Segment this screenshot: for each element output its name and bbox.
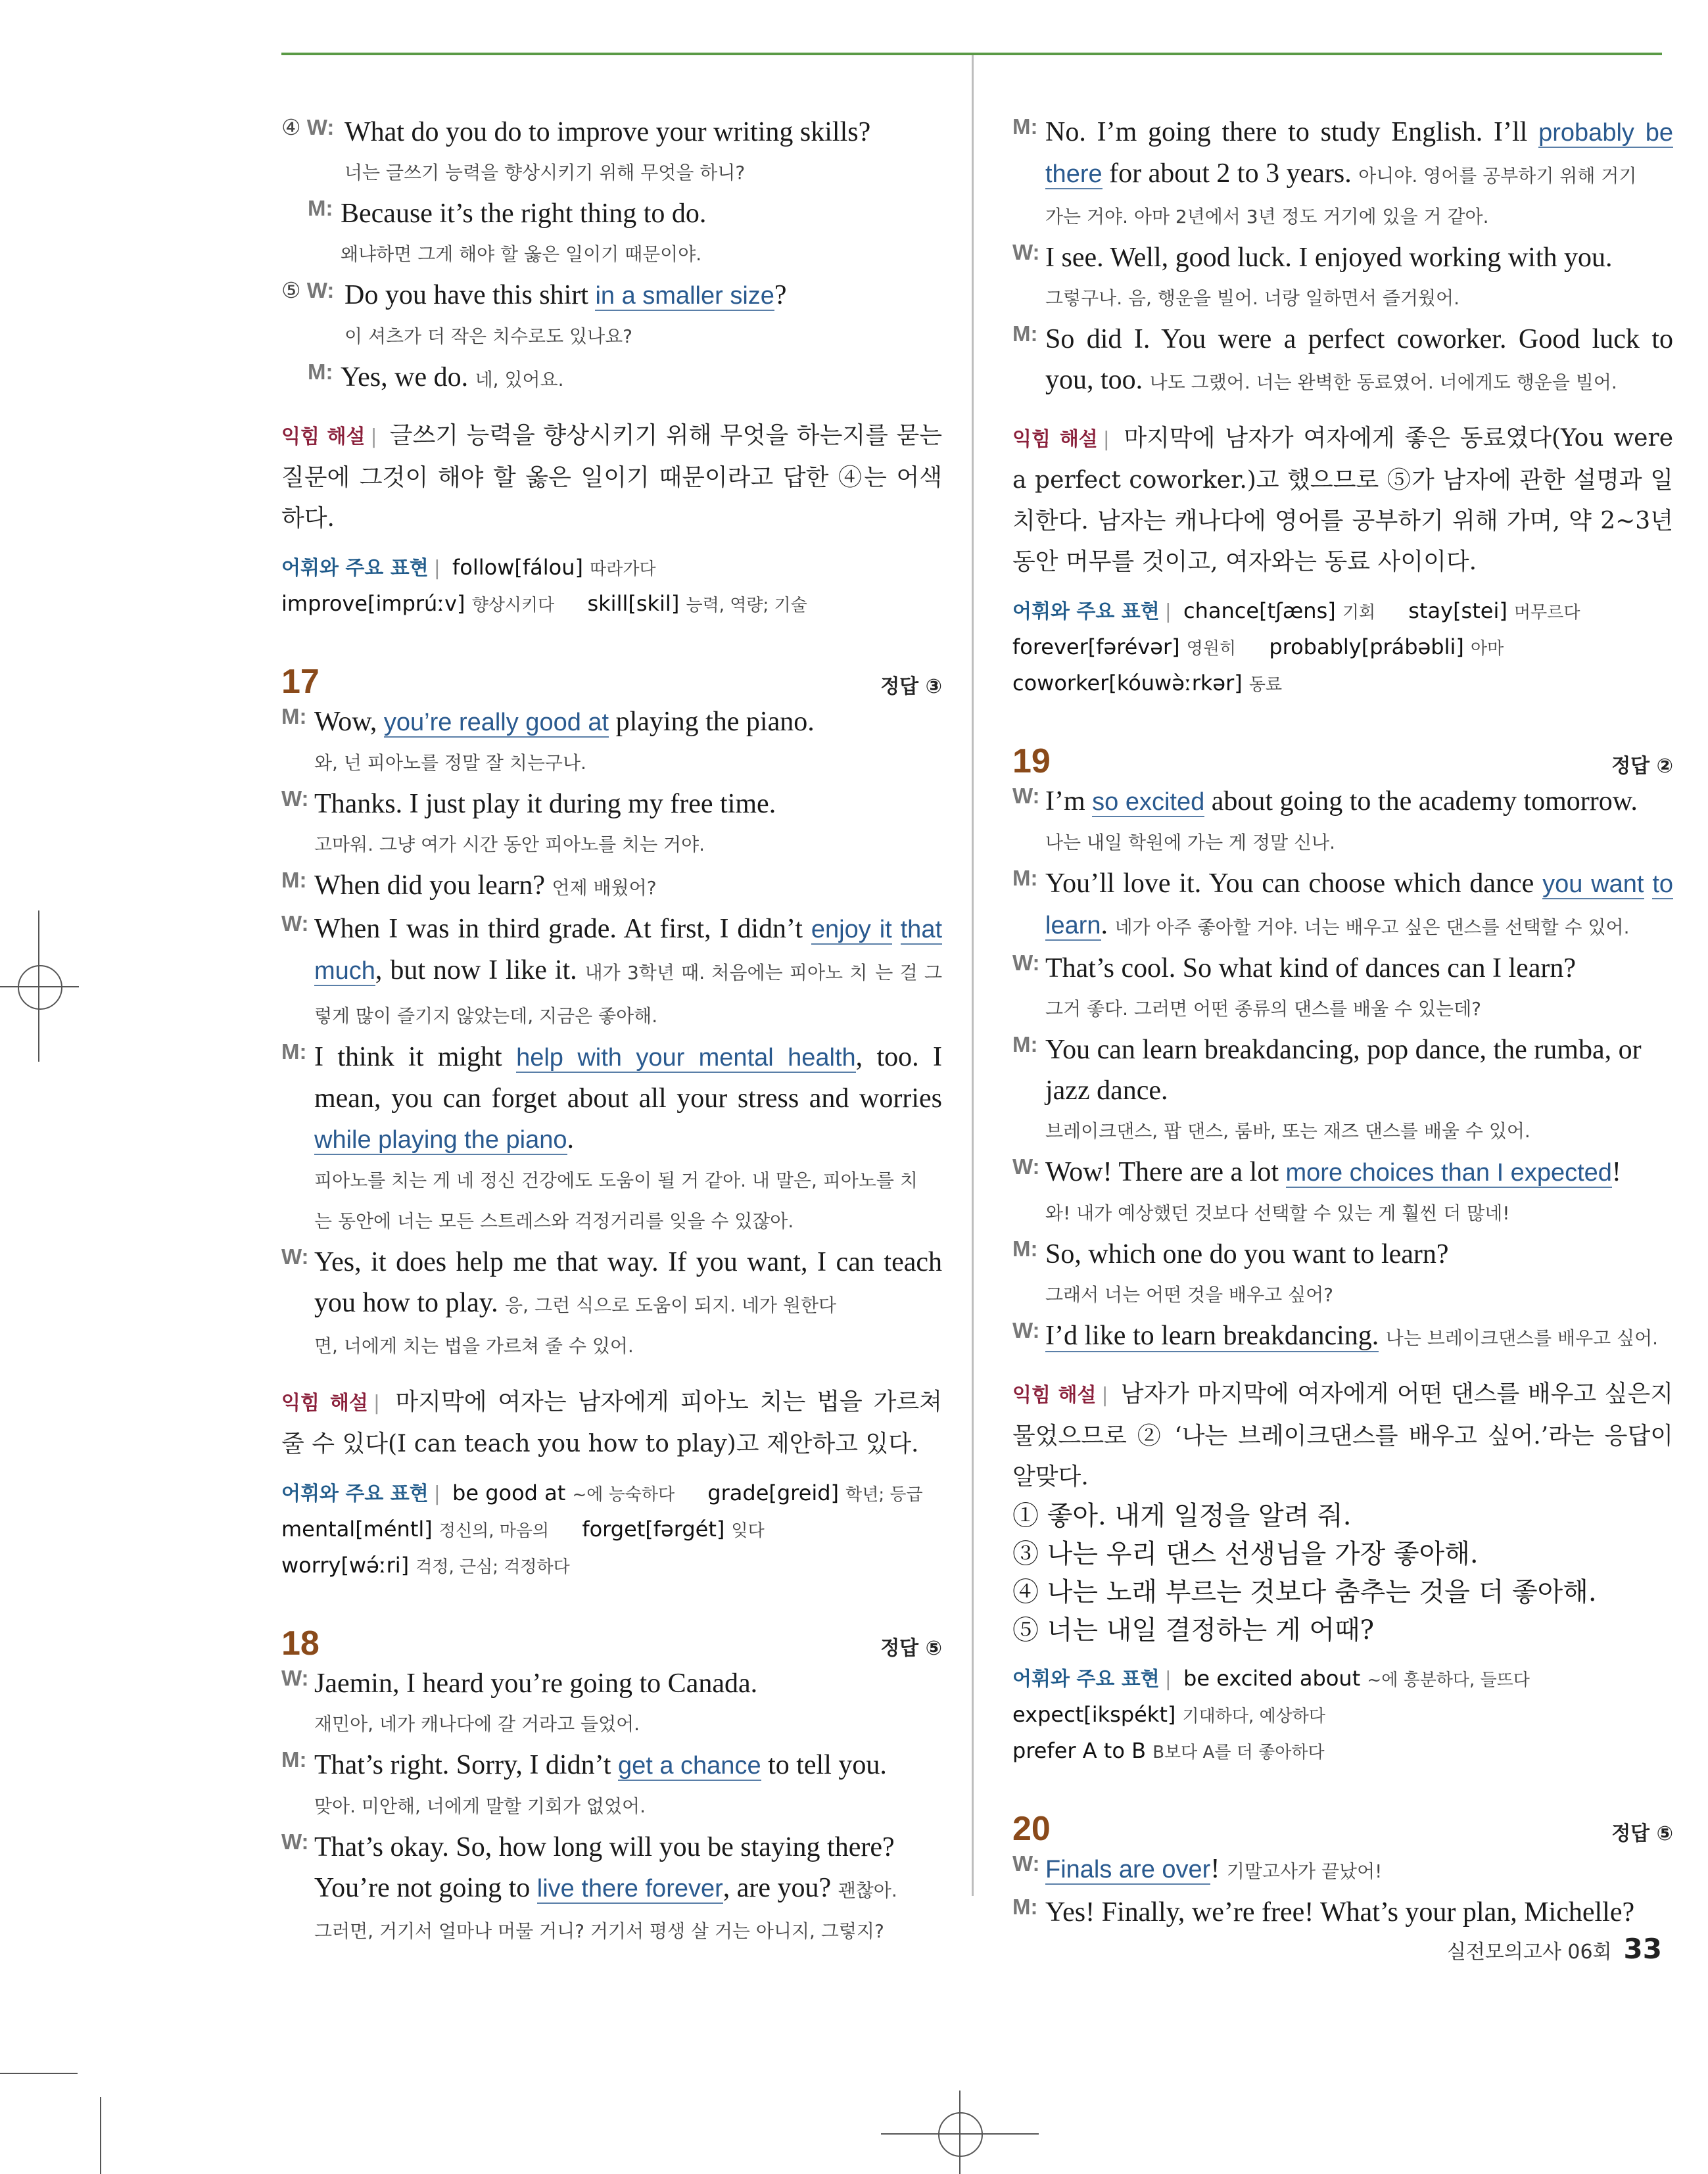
korean-translation: 왜냐하면 그게 해야 할 옳은 일이기 때문이야. xyxy=(341,243,702,265)
left-column xyxy=(281,112,942,1952)
question-number: 19 xyxy=(1012,742,1051,780)
text: I’m xyxy=(1045,786,1093,816)
speaker-label: W: xyxy=(1012,1154,1040,1179)
question-number: 20 xyxy=(1012,1810,1051,1848)
q17-line-2 xyxy=(281,784,942,865)
answer-label: 정답 ③ xyxy=(880,675,942,698)
speaker-label: W: xyxy=(1012,1851,1040,1876)
vocab-label: 어휘와 주요 표현 xyxy=(1012,1668,1160,1691)
korean-translation: 아니야. 영어를 공부하기 위해 거기 xyxy=(1358,165,1637,187)
blank-answer: live there forever xyxy=(536,1875,723,1902)
vocab-def: 능력, 역량; 기술 xyxy=(686,596,807,615)
korean-translation: 너는 글쓰기 능력을 향상시키기 위해 무엇을 하니? xyxy=(344,162,746,183)
speaker-label: M: xyxy=(1012,1895,1038,1919)
text: , but now I like it. xyxy=(375,955,577,985)
q18-line-4 xyxy=(1012,112,1673,237)
korean-translation: 그러면, 거기서 얼마나 머물 거니? 거기서 평생 살 거는 아니지, 그렇지? xyxy=(314,1920,884,1942)
text: about going to the academy tomorrow. xyxy=(1204,786,1638,816)
english-line: Yes, it does help me that way. If you want, I can teach you how to play. xyxy=(314,1247,942,1318)
english-line: Because it’s the right thing to do. xyxy=(341,199,707,229)
explanation-text: 마지막에 남자가 여자에게 좋은 동료였다(You were a perfect coworker.)고 했으므로 ⑤가 남자에 관한 설명과 일치한다. 남자는 캐나다에 영어를 공부하기 위해 가며, 약 2~3년 동안 머무를 것이고, 여자와는 동료 사이이다. xyxy=(1012,425,1673,575)
q20-line-2 xyxy=(1012,1892,1673,1933)
text: When I was in third grade. At first, I didn’t xyxy=(314,914,811,944)
text: , are you? xyxy=(723,1873,832,1903)
english-line: That’s cool. So what kind of dances can I learn? xyxy=(1045,953,1577,983)
crop-mark-line xyxy=(100,2097,101,2174)
q17-line-4 xyxy=(281,909,942,1037)
korean-translation: 기말고사가 끝났어! xyxy=(1226,1860,1383,1882)
english-line: Thanks. I just play it during my free time. xyxy=(314,789,776,819)
speaker-label: M: xyxy=(1012,1237,1038,1261)
blank-answer: you want xyxy=(1542,870,1644,898)
choice-number: ④ xyxy=(281,114,301,140)
korean-translation: 피아노를 치는 게 네 정신 건강에도 도움이 될 거 같아. 내 말은, 피아노를 치 xyxy=(314,1170,918,1191)
q19-explanation: 익힘 해설 | 남자가 마지막에 여자에게 어떤 댄스를 배우고 싶은지 물었으므로 ② ‘나는 브레이크댄스를 배우고 싶어.’라는 응답이 알맞다. xyxy=(1012,1381,1674,1490)
blank-answer: get a chance xyxy=(617,1752,761,1780)
explanation-label: 익힘 해설 xyxy=(281,1392,368,1415)
blank-answer: probably be xyxy=(1538,119,1673,147)
vocab-def: ~에 능숙하다 xyxy=(572,1485,675,1505)
text: to tell you. xyxy=(761,1750,887,1780)
speaker-label: M: xyxy=(308,360,333,384)
q16-choice-5 xyxy=(281,275,942,357)
korean-translation: 이 셔츠가 더 작은 치수로도 있나요? xyxy=(344,325,633,347)
korean-translation: 고마워. 그냥 여가 시간 동안 피아노를 치는 거야. xyxy=(314,834,705,855)
q19-line-7 xyxy=(1012,1315,1673,1359)
q18-header xyxy=(281,1624,942,1663)
q17-line-1 xyxy=(281,701,942,784)
vocab-term: probably[prábəbli] xyxy=(1269,634,1464,659)
speaker-label: W: xyxy=(1012,951,1040,975)
blank-answer: to learn xyxy=(1045,870,1674,939)
right-column xyxy=(1012,112,1673,1933)
vocab-term: forget[fərgét] xyxy=(582,1517,725,1542)
vocab-term: chance[tʃæns] xyxy=(1183,598,1336,623)
explanation-text: 글쓰기 능력을 향상시키기 위해 무엇을 하는지를 묻는 질문에 그것이 해야 할 옳은 일이기 때문이라고 답한 ④는 어색하다. xyxy=(281,422,943,532)
q16-reply-5 xyxy=(308,357,942,400)
blank-answer: while playing the piano xyxy=(314,1126,567,1154)
vocab-def: 학년; 등급 xyxy=(845,1485,923,1505)
korean-translation: 나는 브레이크댄스를 배우고 싶어. xyxy=(1385,1327,1659,1349)
vocab-term: be excited about xyxy=(1183,1666,1361,1691)
vocab-term: grade[greid] xyxy=(707,1480,839,1505)
vocab-def: 따라가다 xyxy=(590,559,656,579)
speaker-label: M: xyxy=(281,1747,307,1772)
vocab-term: improve[imprúːv] xyxy=(281,591,465,616)
korean-translation: 네가 아주 좋아할 거야. 너는 배우고 싶은 댄스를 선택할 수 있어. xyxy=(1114,916,1630,938)
vocab-def: 머무르다 xyxy=(1514,603,1580,623)
korean-translation: 나는 내일 학원에 가는 게 정말 신나. xyxy=(1045,832,1335,853)
vocab-def: 기회 xyxy=(1342,603,1376,623)
blank-answer: more choices than I expected xyxy=(1285,1159,1612,1187)
korean-translation: 네, 있어요. xyxy=(475,369,564,390)
vocab-term: prefer A to B xyxy=(1012,1738,1147,1763)
page-number: 33 xyxy=(1623,1933,1662,1965)
korean-translation: 괜찮아. xyxy=(838,1879,897,1901)
speaker-label: W: xyxy=(281,1244,309,1269)
footer-title: 실전모의고사 06회 xyxy=(1446,1941,1612,1964)
q19-line-3 xyxy=(1012,948,1673,1029)
korean-translation: 면, 너에게 치는 법을 가르쳐 줄 수 있어. xyxy=(314,1335,634,1357)
text: Wow, xyxy=(314,707,384,737)
choice-item: ⑤ 너는 내일 결정하는 게 어때? xyxy=(1012,1615,1375,1645)
q17-explanation: 익힘 해설 | 마지막에 여자는 남자에게 피아노 치는 법을 가르쳐 줄 수 있다(I can teach you how to play)고 제안하고 있다. xyxy=(281,1388,942,1457)
q18-line-2 xyxy=(281,1745,942,1827)
explanation-label: 익힘 해설 xyxy=(281,425,366,448)
q18-line-6 xyxy=(1012,319,1673,403)
answer-label: 정답 ② xyxy=(1611,755,1673,778)
vocab-term: follow[fálou] xyxy=(452,555,583,580)
q19-header xyxy=(1012,742,1673,781)
vocab-def: 걱정, 근심; 걱정하다 xyxy=(415,1557,570,1577)
speaker-label: M: xyxy=(1012,321,1038,346)
speaker-label: W: xyxy=(281,1830,309,1854)
q19-line-4 xyxy=(1012,1029,1673,1152)
korean-translation: 그거 좋다. 그러면 어떤 종류의 댄스를 배울 수 있는데? xyxy=(1045,998,1481,1020)
text: That’s okay. So, how long will you be staying there? You’re not going to xyxy=(314,1832,895,1903)
explanation-text: 마지막에 여자는 남자에게 피아노 치는 법을 가르쳐 줄 수 있다(I can teach you how to play)고 제안하고 있다. xyxy=(281,1388,942,1457)
vocab-def: B보다 A를 더 좋아하다 xyxy=(1152,1743,1325,1762)
speaker-label: W: xyxy=(1012,240,1040,264)
korean-translation: 브레이크댄스, 팝 댄스, 룸바, 또는 재즈 댄스를 배울 수 있어. xyxy=(1045,1120,1530,1142)
korean-translation: 가는 거야. 아마 2년에서 3년 정도 거기에 있을 거 같아. xyxy=(1045,206,1489,227)
text: . xyxy=(567,1124,574,1154)
speaker-label: M: xyxy=(1012,1032,1038,1056)
question-number: 18 xyxy=(281,1624,320,1663)
text: . xyxy=(1101,910,1108,940)
speaker-label: M: xyxy=(308,196,333,220)
explanation-label: 익힘 해설 xyxy=(1012,428,1098,451)
speaker-label: W: xyxy=(281,911,309,935)
speaker-label: M: xyxy=(1012,114,1038,139)
vocab-def: 기대하다, 예상하다 xyxy=(1182,1707,1325,1726)
speaker-label: W: xyxy=(306,115,335,139)
choice-item: ④ 나는 노래 부르는 것보다 춤추는 것을 더 좋아해. xyxy=(1012,1577,1597,1607)
page-footer xyxy=(1447,1933,1662,1965)
text: ! xyxy=(1210,1854,1220,1884)
q17-header xyxy=(281,662,942,701)
blank-answer: you’re really good at xyxy=(383,709,609,736)
q19-line-5 xyxy=(1012,1152,1673,1234)
speaker-label: M: xyxy=(281,1039,307,1064)
registration-mark-icon xyxy=(938,2112,983,2157)
vocab-def: 잊다 xyxy=(731,1521,765,1541)
blank-answer: there xyxy=(1045,160,1103,188)
q16-vocab: 어휘와 주요 표현 | follow[fálou] 따라가다 improve[imprúːv] 향상시키다 skill[skil] 능력, 역량; 기술 xyxy=(281,555,807,616)
registration-mark-icon xyxy=(18,965,62,1010)
q19-vocab: 어휘와 주요 표현 | be excited about ~에 흥분하다, 들뜨다 expect[ikspékt] 기대하다, 예상하다 prefer A to B B보다 A를 더 좋아하다 xyxy=(1012,1666,1530,1763)
korean-translation: 내가 3학년 때. 처음에는 피아노 치 xyxy=(584,962,868,983)
korean-translation: 와, 넌 피아노를 정말 잘 치는구나. xyxy=(314,752,586,774)
english-line: Jaemin, I heard you’re going to Canada. xyxy=(314,1668,758,1699)
q18-line-3 xyxy=(281,1827,942,1952)
korean-translation: 나도 그랬어. 너는 완벽한 동료였어. 너에게도 행운을 빌어. xyxy=(1149,371,1617,393)
q17-vocab: 어휘와 주요 표현 | be good at ~에 능숙하다 grade[greid] 학년; 등급 mental[méntl] 정신의, 마음의 forget[fərgét] 잊다 worry[wə́ːri] 걱정, 근심; 걱정하다 xyxy=(281,1480,923,1578)
vocab-label: 어휘와 주요 표현 xyxy=(281,1482,429,1505)
speaker-label: W: xyxy=(281,786,309,811)
q17-line-3 xyxy=(281,865,942,909)
english-line xyxy=(344,275,942,316)
text: That’s right. Sorry, I didn’t xyxy=(314,1750,618,1780)
q19-line-2 xyxy=(1012,863,1673,948)
english-line: So, which one do you want to learn? xyxy=(1045,1239,1449,1269)
vocab-def: 향상시키다 xyxy=(471,596,555,615)
q16-reply-4 xyxy=(308,193,942,275)
vocab-def: 정신의, 마음의 xyxy=(439,1521,550,1541)
text: , too. I mean, you can forget about all your stress and worries xyxy=(314,1042,943,1114)
english-line: Yes, we do. xyxy=(341,362,469,392)
korean-translation: 와! 내가 예상했던 것보다 선택할 수 있는 게 훨씬 더 많네! xyxy=(1045,1202,1510,1224)
korean-translation: 응, 그런 식으로 도움이 되지. 네가 원한다 xyxy=(505,1294,837,1316)
text: for about 2 to 3 years. xyxy=(1102,158,1352,189)
blank-answer: that much xyxy=(314,916,943,985)
choice-item: ① 좋아. 내게 일정을 알려 줘. xyxy=(1012,1501,1352,1531)
q19-line-1 xyxy=(1012,781,1673,863)
q20-header xyxy=(1012,1809,1673,1849)
speaker-label: M: xyxy=(281,868,307,892)
q16-explanation: 익힘 해설 | 글쓰기 능력을 향상시키기 위해 무엇을 하는지를 묻는 질문에 그것이 해야 할 옳은 일이기 때문이라고 답한 ④는 어색하다. xyxy=(281,422,943,532)
text: I think it might xyxy=(314,1042,517,1072)
korean-translation: 언제 배웠어? xyxy=(552,877,657,899)
speaker-label: W: xyxy=(306,278,335,302)
vocab-label: 어휘와 주요 표현 xyxy=(1012,600,1160,623)
english-line: When did you learn? xyxy=(314,870,546,901)
explanation-text: 남자가 마지막에 여자에게 어떤 댄스를 배우고 싶은지 물었으므로 ② ‘나는 브레이크댄스를 배우고 싶어.’라는 응답이 알맞다. xyxy=(1012,1381,1674,1490)
korean-translation: 는 동안에 너는 모든 스트레스와 걱정거리를 잊을 수 있잖아. xyxy=(314,1210,794,1232)
vocab-def: 동료 xyxy=(1248,675,1283,695)
english-line: I see. Well, good luck. I enjoyed working with you. xyxy=(1045,243,1613,273)
q19-line-6 xyxy=(1012,1234,1673,1315)
choice-number: ⑤ xyxy=(281,277,301,303)
question-number: 17 xyxy=(281,663,320,701)
q18-vocab: 어휘와 주요 표현 | chance[tʃæns] 기회 stay[stei] 머무르다 forever[fərévər] 영원히 probably[prábəbli] 아마 coworker[kóuwə̀ːrkər] 동료 xyxy=(1012,598,1580,696)
q18-line-5 xyxy=(1012,237,1673,319)
korean-translation: 맞아. 미안해, 너에게 말할 기회가 없었어. xyxy=(314,1795,646,1817)
q17-line-5 xyxy=(281,1037,942,1242)
korean-translation: 그래서 너는 어떤 것을 배우고 싶어? xyxy=(1045,1284,1334,1306)
english-line: What do you do to improve your writing skills? xyxy=(344,117,871,147)
vocab-term: forever[fərévər] xyxy=(1012,634,1180,659)
english-line: So did I. You were a perfect coworker. Good luck to you, too. xyxy=(1045,324,1673,395)
vocab-term: be good at xyxy=(452,1480,566,1505)
vocab-term: worry[wə́ːri] xyxy=(281,1553,410,1578)
vocab-def: 영원히 xyxy=(1186,639,1237,659)
text: Wow! There are a lot xyxy=(1045,1157,1286,1187)
vocab-term: stay[stei] xyxy=(1408,598,1507,623)
crop-mark-line xyxy=(0,2073,78,2074)
text: ! xyxy=(1611,1157,1621,1187)
answer-label: 정답 ⑤ xyxy=(1611,1822,1673,1845)
speaker-label: W: xyxy=(1012,1318,1040,1342)
blank-answer: Finals are over xyxy=(1045,1856,1211,1883)
vocab-term: coworker[kóuwə̀ːrkər] xyxy=(1012,671,1243,696)
english-line: You can learn breakdancing, pop dance, the rumba, or jazz dance. xyxy=(1045,1035,1642,1106)
vocab-term: expect[ikspékt] xyxy=(1012,1702,1176,1727)
vocab-def: ~에 흥분하다, 들뜨다 xyxy=(1367,1670,1530,1690)
text: You’ll love it. You can choose which dance xyxy=(1045,868,1543,899)
text: ? xyxy=(774,280,787,310)
q19-choices xyxy=(1012,1497,1673,1649)
blank-answer: enjoy it xyxy=(811,916,892,943)
speaker-label: M: xyxy=(281,704,307,728)
vocab-term: skill[skil] xyxy=(587,591,680,616)
speaker-label: W: xyxy=(281,1666,309,1690)
column-divider xyxy=(972,55,974,1896)
answer-sentence: I’d like to learn breakdancing. xyxy=(1045,1321,1379,1351)
vocab-def: 아마 xyxy=(1471,639,1504,659)
text: Do you have this shirt xyxy=(344,280,596,310)
vocab-label: 어휘와 주요 표현 xyxy=(281,557,429,580)
q16-choice-4 xyxy=(281,112,942,193)
explanation-label: 익힘 해설 xyxy=(1012,1384,1097,1407)
blank-answer: in a smaller size xyxy=(595,282,774,310)
blank-answer: help with your mental health xyxy=(516,1044,856,1072)
choice-item: ③ 나는 우리 댄스 선생님을 가장 좋아해. xyxy=(1012,1539,1479,1569)
speaker-label: W: xyxy=(1012,784,1040,808)
text: playing the piano. xyxy=(609,707,815,737)
korean-translation: 재민아, 네가 캐나다에 갈 거라고 들었어. xyxy=(314,1713,640,1735)
speaker-label: M: xyxy=(1012,866,1038,890)
blank-answer: so excited xyxy=(1092,788,1205,816)
text: No. I’m going there to study English. I’ll xyxy=(1045,117,1539,147)
q18-line-1 xyxy=(281,1663,942,1745)
q20-line-1 xyxy=(1012,1849,1673,1892)
korean-translation: 는 걸 그렇게 많이 즐기지 않았는데, 지금은 좋아해. xyxy=(314,962,942,1027)
english-line: Yes! Finally, we’re free! What’s your plan, Michelle? xyxy=(1045,1897,1635,1927)
q18-explanation: 익힘 해설 | 마지막에 남자가 여자에게 좋은 동료였다(You were a perfect coworker.)고 했으므로 ⑤가 남자에 관한 설명과 일치한다. 남자는 캐나다에 영어를 공부하기 위해 가며, 약 2~3년 동안 머무를 것이고, 여자와는 동료 사이이다. xyxy=(1012,425,1673,575)
vocab-term: mental[méntl] xyxy=(281,1517,433,1542)
answer-label: 정답 ⑤ xyxy=(880,1637,942,1660)
korean-translation: 그렇구나. 음, 행운을 빌어. 너랑 일하면서 즐거웠어. xyxy=(1045,287,1459,309)
q17-line-6 xyxy=(281,1242,942,1367)
